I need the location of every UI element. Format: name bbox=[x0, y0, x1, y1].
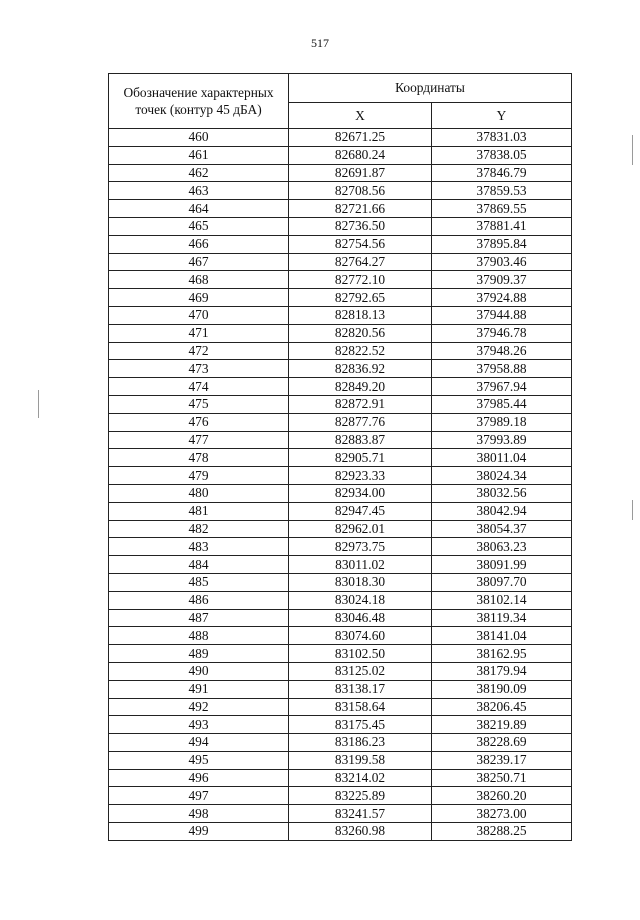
y-cell: 38119.34 bbox=[432, 609, 572, 627]
table-row bbox=[109, 467, 572, 485]
x-cell: 83214.02 bbox=[289, 769, 432, 787]
point-cell: 486 bbox=[109, 591, 289, 609]
point-cell: 474 bbox=[109, 378, 289, 396]
table-row bbox=[109, 680, 572, 698]
y-cell: 37985.44 bbox=[432, 395, 572, 413]
y-cell: 37903.46 bbox=[432, 253, 572, 271]
y-cell: 38032.56 bbox=[432, 484, 572, 502]
point-cell: 487 bbox=[109, 609, 289, 627]
y-cell: 38141.04 bbox=[432, 627, 572, 645]
y-cell: 38260.20 bbox=[432, 787, 572, 805]
table-row bbox=[109, 662, 572, 680]
x-cell: 82923.33 bbox=[289, 467, 432, 485]
x-cell: 83225.89 bbox=[289, 787, 432, 805]
x-cell: 82883.87 bbox=[289, 431, 432, 449]
y-cell: 37993.89 bbox=[432, 431, 572, 449]
table-row bbox=[109, 823, 572, 841]
table-row bbox=[109, 378, 572, 396]
point-cell: 488 bbox=[109, 627, 289, 645]
y-cell: 37924.88 bbox=[432, 289, 572, 307]
point-cell: 473 bbox=[109, 360, 289, 378]
table-row bbox=[109, 716, 572, 734]
x-cell: 83024.18 bbox=[289, 591, 432, 609]
point-cell: 497 bbox=[109, 787, 289, 805]
table-row bbox=[109, 502, 572, 520]
x-cell: 82792.65 bbox=[289, 289, 432, 307]
table-row bbox=[109, 200, 572, 218]
table-row bbox=[109, 627, 572, 645]
point-cell: 495 bbox=[109, 751, 289, 769]
table-row bbox=[109, 591, 572, 609]
point-cell: 491 bbox=[109, 680, 289, 698]
table-row bbox=[109, 751, 572, 769]
margin-mark bbox=[632, 500, 633, 520]
y-cell: 38239.17 bbox=[432, 751, 572, 769]
x-cell: 83175.45 bbox=[289, 716, 432, 734]
table-row bbox=[109, 324, 572, 342]
y-cell: 38042.94 bbox=[432, 502, 572, 520]
point-cell: 475 bbox=[109, 395, 289, 413]
table-row bbox=[109, 805, 572, 823]
point-cell: 469 bbox=[109, 289, 289, 307]
x-cell: 82772.10 bbox=[289, 271, 432, 289]
x-cell: 82905.71 bbox=[289, 449, 432, 467]
table-row bbox=[109, 609, 572, 627]
point-cell: 462 bbox=[109, 164, 289, 182]
point-cell: 493 bbox=[109, 716, 289, 734]
x-cell: 82754.56 bbox=[289, 235, 432, 253]
table-row bbox=[109, 271, 572, 289]
y-cell: 37859.53 bbox=[432, 182, 572, 200]
table-row bbox=[109, 769, 572, 787]
x-cell: 82836.92 bbox=[289, 360, 432, 378]
x-cell: 82849.20 bbox=[289, 378, 432, 396]
point-cell: 471 bbox=[109, 324, 289, 342]
point-cell: 464 bbox=[109, 200, 289, 218]
table-row bbox=[109, 146, 572, 164]
x-column-header: X bbox=[289, 103, 432, 129]
table-row bbox=[109, 413, 572, 431]
point-cell: 484 bbox=[109, 556, 289, 574]
x-cell: 83046.48 bbox=[289, 609, 432, 627]
point-cell: 480 bbox=[109, 484, 289, 502]
table-row bbox=[109, 556, 572, 574]
x-cell: 83186.23 bbox=[289, 734, 432, 752]
y-cell: 38179.94 bbox=[432, 662, 572, 680]
x-cell: 83125.02 bbox=[289, 662, 432, 680]
y-cell: 37946.78 bbox=[432, 324, 572, 342]
x-cell: 82820.56 bbox=[289, 324, 432, 342]
table-row bbox=[109, 395, 572, 413]
point-cell: 499 bbox=[109, 823, 289, 841]
point-cell: 490 bbox=[109, 662, 289, 680]
x-cell: 83018.30 bbox=[289, 573, 432, 591]
x-cell: 82872.91 bbox=[289, 395, 432, 413]
point-cell: 489 bbox=[109, 645, 289, 663]
table-row bbox=[109, 734, 572, 752]
x-cell: 82934.00 bbox=[289, 484, 432, 502]
point-cell: 479 bbox=[109, 467, 289, 485]
point-cell: 476 bbox=[109, 413, 289, 431]
point-cell: 470 bbox=[109, 306, 289, 324]
y-cell: 37989.18 bbox=[432, 413, 572, 431]
y-cell: 38063.23 bbox=[432, 538, 572, 556]
y-cell: 37846.79 bbox=[432, 164, 572, 182]
x-cell: 82721.66 bbox=[289, 200, 432, 218]
y-cell: 38011.04 bbox=[432, 449, 572, 467]
y-cell: 37895.84 bbox=[432, 235, 572, 253]
x-cell: 82877.76 bbox=[289, 413, 432, 431]
point-cell: 477 bbox=[109, 431, 289, 449]
point-cell: 494 bbox=[109, 734, 289, 752]
y-cell: 38273.00 bbox=[432, 805, 572, 823]
y-column-header: Y bbox=[432, 103, 572, 129]
x-cell: 82736.50 bbox=[289, 217, 432, 235]
y-cell: 37909.37 bbox=[432, 271, 572, 289]
x-cell: 83199.58 bbox=[289, 751, 432, 769]
y-cell: 38288.25 bbox=[432, 823, 572, 841]
y-cell: 37838.05 bbox=[432, 146, 572, 164]
y-cell: 38162.95 bbox=[432, 645, 572, 663]
point-cell: 466 bbox=[109, 235, 289, 253]
table-row bbox=[109, 129, 572, 147]
table-row bbox=[109, 342, 572, 360]
x-cell: 82818.13 bbox=[289, 306, 432, 324]
table-row bbox=[109, 538, 572, 556]
x-cell: 83074.60 bbox=[289, 627, 432, 645]
x-cell: 83158.64 bbox=[289, 698, 432, 716]
point-cell: 460 bbox=[109, 129, 289, 147]
point-cell: 498 bbox=[109, 805, 289, 823]
coordinates-table bbox=[108, 73, 572, 841]
table-row bbox=[109, 182, 572, 200]
y-cell: 38228.69 bbox=[432, 734, 572, 752]
y-cell: 37967.94 bbox=[432, 378, 572, 396]
x-cell: 82671.25 bbox=[289, 129, 432, 147]
table-row bbox=[109, 217, 572, 235]
y-cell: 38190.09 bbox=[432, 680, 572, 698]
y-cell: 37948.26 bbox=[432, 342, 572, 360]
point-cell: 482 bbox=[109, 520, 289, 538]
x-cell: 82764.27 bbox=[289, 253, 432, 271]
table-row bbox=[109, 360, 572, 378]
x-cell: 83260.98 bbox=[289, 823, 432, 841]
y-cell: 38024.34 bbox=[432, 467, 572, 485]
table-row bbox=[109, 449, 572, 467]
table-row bbox=[109, 520, 572, 538]
y-cell: 37831.03 bbox=[432, 129, 572, 147]
table-row bbox=[109, 431, 572, 449]
y-cell: 38091.99 bbox=[432, 556, 572, 574]
y-cell: 38250.71 bbox=[432, 769, 572, 787]
y-cell: 38219.89 bbox=[432, 716, 572, 734]
x-cell: 83138.17 bbox=[289, 680, 432, 698]
y-cell: 38097.70 bbox=[432, 573, 572, 591]
table-row bbox=[109, 253, 572, 271]
table-row bbox=[109, 484, 572, 502]
table-row bbox=[109, 306, 572, 324]
point-column-header: Обозначение характерных точек (контур 45 дБА) bbox=[109, 74, 289, 129]
y-cell: 37869.55 bbox=[432, 200, 572, 218]
point-cell: 461 bbox=[109, 146, 289, 164]
table-row bbox=[109, 235, 572, 253]
table-row bbox=[109, 164, 572, 182]
x-cell: 83011.02 bbox=[289, 556, 432, 574]
table-row bbox=[109, 645, 572, 663]
table-row bbox=[109, 573, 572, 591]
point-cell: 483 bbox=[109, 538, 289, 556]
point-cell: 467 bbox=[109, 253, 289, 271]
y-cell: 38206.45 bbox=[432, 698, 572, 716]
point-cell: 463 bbox=[109, 182, 289, 200]
x-cell: 83102.50 bbox=[289, 645, 432, 663]
point-cell: 496 bbox=[109, 769, 289, 787]
page-number: 517 bbox=[311, 36, 329, 50]
x-cell: 82973.75 bbox=[289, 538, 432, 556]
x-cell: 82962.01 bbox=[289, 520, 432, 538]
margin-mark bbox=[632, 135, 633, 165]
table-row bbox=[109, 787, 572, 805]
point-cell: 485 bbox=[109, 573, 289, 591]
table-row bbox=[109, 698, 572, 716]
point-cell: 468 bbox=[109, 271, 289, 289]
x-cell: 83241.57 bbox=[289, 805, 432, 823]
point-cell: 472 bbox=[109, 342, 289, 360]
point-cell: 478 bbox=[109, 449, 289, 467]
x-cell: 82947.45 bbox=[289, 502, 432, 520]
point-cell: 465 bbox=[109, 217, 289, 235]
table-row bbox=[109, 289, 572, 307]
point-cell: 492 bbox=[109, 698, 289, 716]
y-cell: 37944.88 bbox=[432, 306, 572, 324]
x-cell: 82691.87 bbox=[289, 164, 432, 182]
x-cell: 82822.52 bbox=[289, 342, 432, 360]
y-cell: 38054.37 bbox=[432, 520, 572, 538]
y-cell: 37881.41 bbox=[432, 217, 572, 235]
x-cell: 82708.56 bbox=[289, 182, 432, 200]
x-cell: 82680.24 bbox=[289, 146, 432, 164]
y-cell: 38102.14 bbox=[432, 591, 572, 609]
table-body bbox=[109, 129, 572, 841]
point-cell: 481 bbox=[109, 502, 289, 520]
coordinates-header: Координаты bbox=[289, 74, 572, 103]
y-cell: 37958.88 bbox=[432, 360, 572, 378]
margin-mark bbox=[38, 390, 39, 418]
